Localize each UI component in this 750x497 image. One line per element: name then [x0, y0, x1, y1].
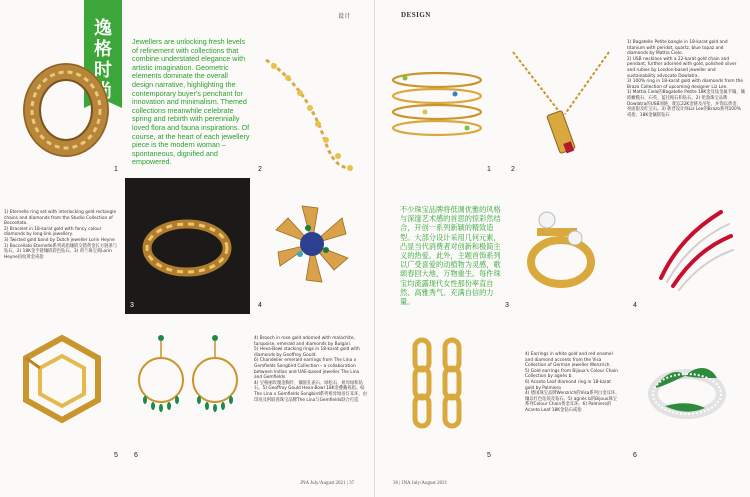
photo-number: 1: [487, 166, 491, 173]
photo-number: 4: [633, 302, 637, 309]
product-photo-twisted-band: [125, 178, 250, 314]
caption-block-r1-3: 1) Bagatelle Petite bangle in 18-karat gold and titanium with peridot, quartz, blue topaz and diamonds by Mattia Cielo. 2) USB necklace with a 22-karat gold chain and pendant, further adorned with gold, polished silver and rubies by London-based jeweller and sustainability advocate Dowlatra. 3) 100% ring in 18-karat gold with diamonds from the Brazo Collection of upcoming designer Liz Lee. 1) Mattia Cielo的Bagatelle Petite 18K金及钛金属手镯，镶嵌橄榄石、石英、蓝托帕石和钻石。2) 伦敦珠宝品牌Dowlatra的USB项链，配以22K金链及吊坠，并饰以黄金、亮面银及红宝石。3) 新晋设计师Liz Lee的Brazo系列100%戒指，18K金镶嵌钻石: [627, 40, 745, 118]
photo-number: 6: [633, 452, 637, 459]
product-photo-usb-necklace: [499, 38, 623, 176]
caption-block-1-3: 1) Eternelle ring set with interlocking gold rectangle chains and diamonds from the Studio Collection of Boccellato. 2) Bracelet in 18-karat gold with fancy colour diamonds by long-link jewellery. 3) Twisted gold band by Dutch jeweller Lorin Heyne 1) Boccellato Eternelle系列戒指镶嵌交错黄金长方链条与钻石。2) 18K金手链镶嵌彩色钻石。3) 荷兰珠宝商Lorin Heyne扭纹黄金戒指: [4, 210, 118, 260]
photo-number: 2: [258, 166, 262, 173]
photo-number: 3: [130, 302, 134, 309]
product-photo-leaf-ring: [625, 316, 747, 464]
photo-number: 5: [487, 452, 491, 459]
product-photo-chandelier-earrings: [125, 316, 250, 464]
photo-number: 4: [258, 302, 262, 309]
photo-number: 6: [134, 452, 138, 459]
photo-number: 5: [114, 452, 118, 459]
photo-number: 3: [505, 302, 509, 309]
caption-block-r4-6: 4) Earrings in white gold and red enamel and diamond accents from the Visa Collection of German jeweller Wenzrich. 5) Gold earrings from Bijoux's Colour Chain Collection by agnès b. 6) Acanto Leaf diamond ring in 18-karat gold by Palmiero 4) 德国珠宝品牌Wenzrich的Visa系列白金耳环，镶以红色珐琅及钻石。5) agnès b的Bijoux珠宝系列Colour Chain黄金耳环。6) Palmiero的Acanto Leaf 18K金钻石戒指: [525, 352, 620, 413]
intro-text-cn: 不少珠宝品牌将低调优雅的风格与深邃艺术感的首思的惊彩然结合，开创一系列新颖的精致造型。大部分设计采用几何元素，凸显当代消费者对创新和极简主义的热爱。此外，主题首饰系列以广受喜爱的动植物为灵感，歌颂春回大地，万物重生。每件珠宝均流露现代女性那份率直自然、高雅秀气、充满自信的力量。: [400, 205, 501, 307]
product-photo-hexa-rings: [0, 316, 124, 464]
product-photo-bracelet: [254, 38, 372, 176]
product-photo-bangles: [375, 38, 497, 176]
footer-page-info: JNA July/August 2021 | 37: [300, 481, 355, 486]
footer-page-info: 36 | JNA July/August 2021: [393, 481, 448, 486]
product-photo-chain-earrings: [375, 316, 497, 464]
section-title-cn: 设计: [338, 13, 352, 20]
product-photo-flower-brooch: [252, 178, 372, 314]
caption-block-4-6: 4) Brooch in rose gold adorned with malachite, turquoise, emerald and diamonds by Bulgari. 5) Hexa-Bowl stacking rings in 18-karat gold with diamonds by Geoffroy Gould. 6) Chandelier emerald earrings from The Lina x Gemfields Songbird Collection – a collaboration between Indian and UAE-based jeweller The Lina and Gemfields 4) 宝格丽玫瑰金胸针，镶嵌孔雀石、绿松石、祖母绿和钻石。5) Geoffroy Gould Hexa-Bowl 18K金叠戴戒指。6) The Lina x Gemfields Songbird系列祖母绿吊灯耳环，由印度及阿联酋珠宝品牌The Lina与Gemfields联合打造: [254, 336, 368, 403]
right-page: [375, 0, 750, 497]
intro-text-en: Jewellers are unlocking fresh levels of refinement with collections that combine understated elegance with artistic imagination. Geometric elements dominate the overall design narrative, highlighting the contemporary buyer's penchant for innovation and minimalism. Themed collections meanwhile celebrate spring and rebirth with perennially loved flora and fauna inspirations. Of course, at the heart of each jewellery piece is the modern woman – spontaneous, dignified and empowered.: [132, 37, 250, 167]
category-badge-text: 逸 格 时 尚: [94, 18, 112, 102]
photo-number: 2: [511, 166, 515, 173]
product-photo-woven-ring: [0, 38, 124, 176]
product-photo-gold-ring: [499, 178, 623, 314]
photo-number: 1: [114, 166, 118, 173]
product-photo-feather-earrings: [625, 178, 747, 314]
section-title-en: DESIGN: [401, 11, 431, 19]
